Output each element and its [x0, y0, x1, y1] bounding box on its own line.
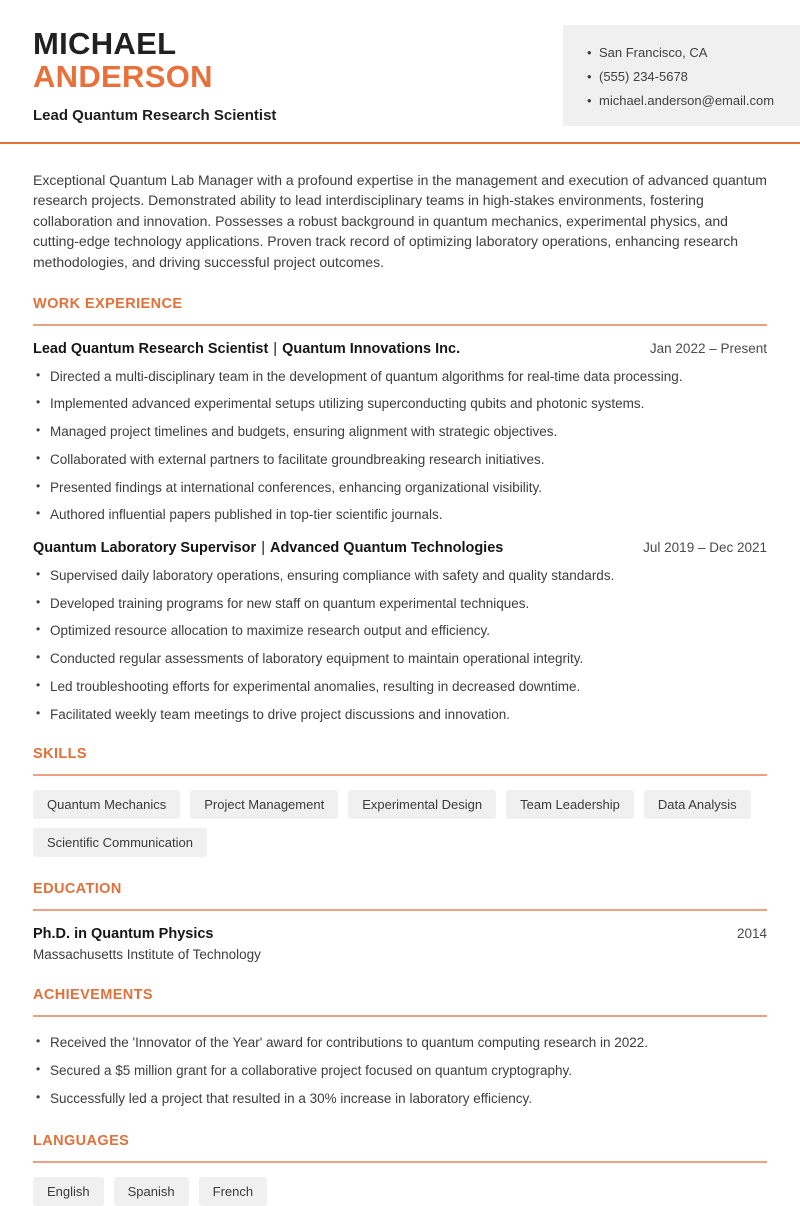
job-role: Lead Quantum Research Scientist	[33, 340, 269, 357]
job-separator: |	[273, 340, 278, 357]
work-experience-heading: WORK EXPERIENCE	[33, 296, 767, 326]
job-bullet: • Developed training programs for new staff on quantum experimental techniques.	[33, 594, 767, 614]
job-bullet: • Managed project timelines and budgets, ensuring alignment with strategic objectives.	[33, 422, 767, 442]
skill-chip: Quantum Mechanics	[33, 790, 180, 819]
job-entry	[33, 540, 767, 724]
job-bullet: • Collaborated with external partners to facilitate groundbreaking research initiatives.	[33, 450, 767, 470]
job-header	[33, 341, 767, 357]
skills-heading: SKILLS	[33, 746, 767, 776]
job-bullet: • Supervised daily laboratory operations, ensuring compliance with safety and quality standards.	[33, 566, 767, 586]
job-bullet: • Authored influential papers published in top-tier scientific journals.	[33, 505, 767, 525]
language-chip: English	[33, 1177, 104, 1206]
contact-location: • San Francisco, CA	[587, 40, 782, 64]
section-languages	[33, 1133, 767, 1206]
education-heading: EDUCATION	[33, 881, 767, 911]
job-header	[33, 540, 767, 556]
job-separator: |	[261, 539, 265, 556]
job-title-company	[33, 540, 503, 556]
section-achievements	[33, 987, 767, 1108]
job-bullet: • Facilitated weekly team meetings to drive project discussions and innovation.	[33, 705, 767, 725]
achievements-list	[33, 1033, 767, 1108]
skill-chip: Experimental Design	[348, 790, 496, 819]
job-role: Quantum Laboratory Supervisor	[33, 539, 257, 556]
education-year: 2014	[736, 926, 767, 942]
education-degree: Ph.D. in Quantum Physics	[33, 926, 214, 943]
candidate-last-name: ANDERSON	[33, 58, 213, 94]
job-dates: Jul 2019 – Dec 2021	[643, 539, 767, 555]
contact-email: • michael.anderson@email.com	[587, 88, 782, 112]
job-title-company	[33, 341, 460, 357]
contact-card	[563, 25, 800, 126]
candidate-job-title: Lead Quantum Research Scientist	[33, 106, 277, 124]
education-entry	[33, 926, 767, 962]
summary-paragraph: Exceptional Quantum Lab Manager with a profound expertise in the management and execution of advanced quantum research projects. Demonstrated ability to lead interdisciplinary teams in high-stakes environments, fostering collaboration and innovation. Possesses a robust background in quantum mechanics, experimental physics, and cutting-edge technology applications. Proven track record of optimizing laboratory operations, enhancing research methodologies, and driving successful project outcomes.	[33, 171, 767, 271]
languages-chip-list	[33, 1177, 767, 1206]
job-bullet-list	[33, 367, 767, 525]
section-skills	[33, 746, 767, 857]
skill-chip: Team Leadership	[506, 790, 634, 819]
job-bullet-list	[33, 566, 767, 724]
header-divider	[0, 142, 800, 144]
languages-heading: LANGUAGES	[33, 1133, 767, 1163]
job-bullet: • Conducted regular assessments of laboratory equipment to maintain operational integrity.	[33, 649, 767, 669]
language-chip: Spanish	[114, 1177, 189, 1206]
job-bullet: • Directed a multi-disciplinary team in the development of quantum algorithms for real-time data processing.	[33, 367, 767, 387]
job-bullet: • Presented findings at international conferences, enhancing organizational visibility.	[33, 478, 767, 498]
job-bullet: • Optimized resource allocation to maximize research output and efficiency.	[33, 621, 767, 641]
job-company: Advanced Quantum Technologies	[269, 539, 504, 556]
candidate-first-name: MICHAEL	[33, 26, 177, 61]
achievements-heading: ACHIEVEMENTS	[33, 987, 767, 1017]
section-work-experience	[33, 296, 767, 725]
skill-chip: Project Management	[190, 790, 338, 819]
resume-header	[33, 26, 775, 124]
education-school: Massachusetts Institute of Technology	[33, 947, 261, 963]
section-education	[33, 881, 767, 962]
job-bullet: • Led troubleshooting efforts for experimental anomalies, resulting in decreased downtime.	[33, 677, 767, 697]
job-dates: Jan 2022 – Present	[649, 340, 767, 356]
skill-chip: Data Analysis	[644, 790, 751, 819]
achievement-bullet: • Successfully led a project that resulted in a 30% increase in laboratory efficiency.	[33, 1089, 767, 1109]
contact-phone: • (555) 234-5678	[587, 64, 782, 88]
achievement-bullet: • Secured a $5 million grant for a collaborative project focused on quantum cryptography.	[33, 1061, 767, 1081]
job-bullet: • Implemented advanced experimental setups utilizing superconducting qubits and photonic systems.	[33, 394, 767, 414]
language-chip: French	[199, 1177, 267, 1206]
achievement-bullet: • Received the 'Innovator of the Year' award for contributions to quantum computing research in 2022.	[33, 1033, 767, 1053]
skills-chip-list	[33, 790, 767, 857]
education-header	[33, 926, 767, 942]
job-company: Quantum Innovations Inc.	[282, 340, 461, 357]
job-entry	[33, 341, 767, 525]
contact-list	[587, 40, 782, 112]
skill-chip: Scientific Communication	[33, 828, 207, 857]
